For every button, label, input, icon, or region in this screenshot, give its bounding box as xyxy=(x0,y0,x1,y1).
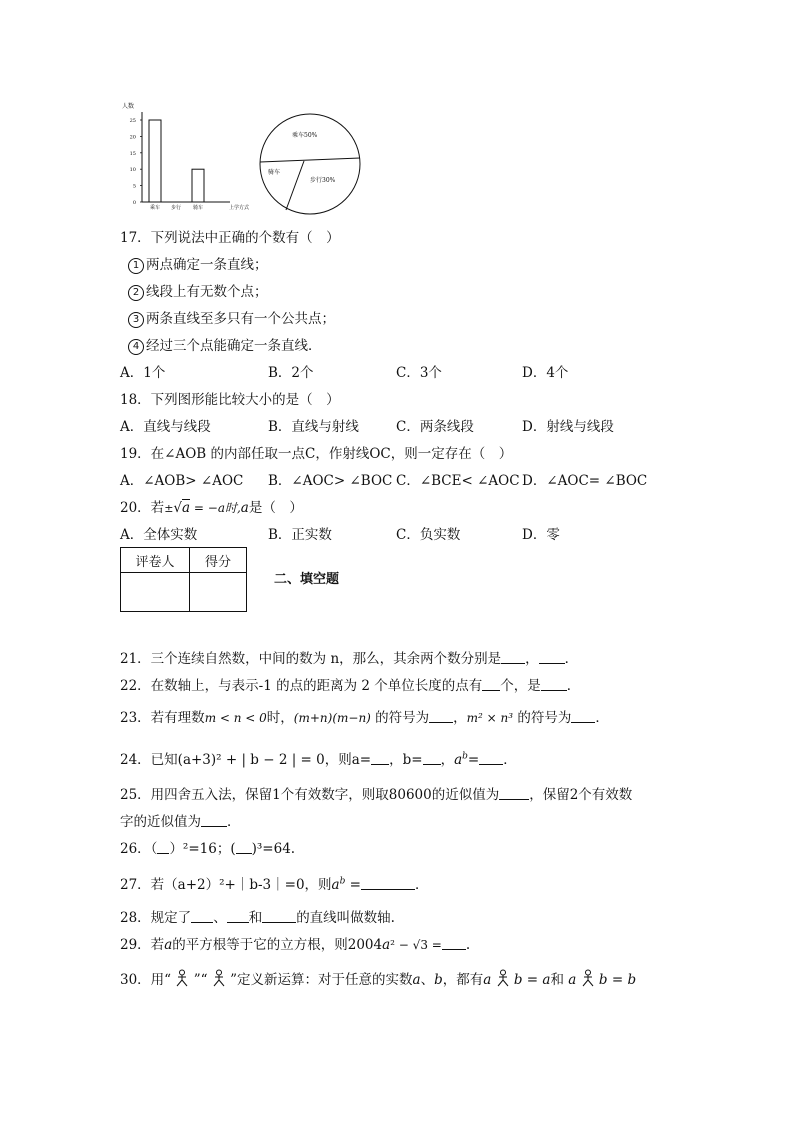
bar-chart-y-tick-label: 20 xyxy=(129,134,136,141)
q29-variable: a xyxy=(164,937,173,953)
q17-item-2 xyxy=(128,280,268,301)
q23-end: ． xyxy=(595,710,609,726)
plus-minus-sign: ± xyxy=(164,502,174,515)
answer-blank xyxy=(541,678,567,691)
circled-number: 1 xyxy=(128,258,144,274)
q17-item-text: 经过三个点能确定一条直线． xyxy=(146,338,322,354)
q30-quote: ”“ xyxy=(193,972,208,988)
q22-end: ． xyxy=(566,678,581,694)
bar-chart-y-tick-label: 10 xyxy=(129,167,136,174)
q23-condition: m < n < 0 xyxy=(204,711,267,725)
circled-number: 4 xyxy=(128,339,144,355)
q23-text-when: 时， xyxy=(266,710,294,726)
answer-blank xyxy=(157,841,169,854)
q17-option-b: B．2个 xyxy=(268,365,314,381)
answer-blank xyxy=(442,937,466,950)
q28 xyxy=(120,906,395,926)
q22-text: 22．在数轴上，与表示-1 的点的距离为 2 个单位长度的点有 xyxy=(120,678,483,694)
q18-stem: 18．下列图形能比较大小的是（ ） xyxy=(120,392,340,408)
circled-number: 2 xyxy=(128,285,144,301)
stick-figure-operator-icon xyxy=(175,969,189,987)
q18-option-d: D．射线与线段 xyxy=(522,419,614,435)
q25-line-1 xyxy=(120,783,632,803)
answer-blank xyxy=(262,910,296,923)
q23-text-sign: 的符号为 xyxy=(370,710,430,726)
q17-stem: 17．下列说法中正确的个数有（ ） xyxy=(120,230,340,246)
q30-separator: 、 xyxy=(420,972,435,988)
grade-table-cell-grader xyxy=(121,573,190,612)
pie-outline xyxy=(260,114,360,214)
q24-end: ． xyxy=(503,752,517,768)
answer-blank xyxy=(201,814,227,827)
q17-item-4 xyxy=(128,334,322,355)
q19-stem: 19．在∠AOB 的内部任取一点C，作射线OC，则一定存在（ ） xyxy=(120,446,513,462)
q29-variable-2: a xyxy=(382,937,391,953)
answer-blank xyxy=(482,678,500,691)
q20-tail: 是（ ） xyxy=(248,500,303,516)
q27-base: a xyxy=(331,877,340,893)
answer-blank xyxy=(236,841,252,854)
q29 xyxy=(120,933,470,953)
q30-text-2: ”定义新运算：对于任意的实数 xyxy=(230,972,413,988)
stick-figure-operator-icon xyxy=(496,969,510,987)
circled-number: 3 xyxy=(128,312,144,328)
bar-chart-y-tick-label: 15 xyxy=(129,150,136,157)
q18-option-c: C．两条线段 xyxy=(396,419,474,435)
pie-chart xyxy=(254,108,366,220)
q27-end: ． xyxy=(414,877,429,893)
q19-option-d: D．∠AOC= ∠BOC xyxy=(522,473,648,489)
q26-text: 26．（ xyxy=(120,841,158,857)
q20-option-d: D．零 xyxy=(522,527,560,543)
answer-blank xyxy=(361,877,415,890)
stick-figure-operator-icon xyxy=(581,969,595,987)
q29-text-2: 的平方根等于它的立方根，则2004 xyxy=(172,937,383,953)
bar-chart-x-title: 上学方式 xyxy=(229,205,250,211)
bar-chart-category-label: 步行 xyxy=(170,205,182,211)
stick-figure-operator-icon xyxy=(212,969,226,987)
q20-variable-a: a xyxy=(240,500,249,516)
answer-blank xyxy=(501,651,525,664)
q17-item-3 xyxy=(128,307,335,328)
q24-equals: = xyxy=(467,752,480,768)
q30-var-b: b xyxy=(434,972,443,988)
grade-table xyxy=(120,547,247,612)
pie-label-walk: 步行30% xyxy=(310,177,336,184)
answer-blank xyxy=(423,752,441,765)
bar-chart-y-title: 人数 xyxy=(122,103,135,110)
q25-text-2: ，保留2个有效数 xyxy=(529,787,633,803)
q22-text-mid: 个，是 xyxy=(500,678,541,694)
answer-blank xyxy=(539,651,565,664)
q23-text: 23．若有理数 xyxy=(120,710,205,726)
q20-option-c: C．负实数 xyxy=(396,527,461,543)
q30-var-a-2: a xyxy=(483,972,492,988)
q30-and: 和 xyxy=(550,972,569,988)
q30-result-1: b = a xyxy=(513,972,551,988)
q17-option-d: D．4个 xyxy=(522,365,569,381)
q19-option-b: B．∠AOC> ∠BOC xyxy=(268,473,393,489)
q28-end: 的直线叫做数轴. xyxy=(296,910,395,926)
grade-table-header-grader: 评卷人 xyxy=(121,548,190,573)
bar-chart-category-label: 乘车 xyxy=(149,205,161,211)
q24-text-b: ，b= xyxy=(389,752,423,768)
bar-chart-category-label: 骑车 xyxy=(192,205,204,211)
q30 xyxy=(120,968,636,988)
q26 xyxy=(120,837,295,857)
q20-option-b: B．正实数 xyxy=(268,527,332,543)
q17-item-text: 线段上有无数个点； xyxy=(146,284,268,300)
sqrt-symbol: √ xyxy=(173,500,183,516)
answer-blank xyxy=(479,752,503,765)
q23-text-sign-2: 的符号为 xyxy=(513,710,572,726)
bar-chart-y-tick-label: 0 xyxy=(132,200,136,206)
q23-expression-2: m² × n³ xyxy=(466,711,514,725)
answer-blank xyxy=(227,910,249,923)
q25-end: ． xyxy=(227,814,241,830)
sqrt-argument: a xyxy=(182,500,191,516)
answer-blank xyxy=(429,710,453,723)
q27 xyxy=(120,873,428,893)
q27-text: 27．若（a+2）²+｜b-3｜=0，则 xyxy=(120,877,332,893)
q30-text-3: ，都有 xyxy=(442,972,484,988)
q20-equation-rest: = −a时, xyxy=(190,501,241,515)
q29-expression: ² − √3 = xyxy=(390,938,442,952)
q26-end: )³=64. xyxy=(251,841,296,857)
q20-number: 20．若 xyxy=(120,500,165,516)
q30-var-a: a xyxy=(412,972,421,988)
q26-text-2: ）²=16；( xyxy=(169,841,236,857)
grade-table-cell-score xyxy=(190,573,247,612)
q18-option-a: A．直线与线段 xyxy=(120,419,211,435)
q25-line-2 xyxy=(120,810,241,830)
q24-exponent: b xyxy=(462,751,468,762)
q29-text: 29．若 xyxy=(120,937,165,953)
q17-item-text: 两条直线至多只有一个公共点； xyxy=(146,311,335,327)
q23 xyxy=(120,706,609,726)
bar-chart-y-tick-label: 5 xyxy=(132,183,136,190)
q25-text-3: 字的近似值为 xyxy=(120,814,201,830)
answer-blank xyxy=(499,787,529,800)
q24-text: 24．已知(a+3)² + | b − 2 | = 0，则a= xyxy=(120,752,372,768)
q28-text: 28．规定了 xyxy=(120,910,192,926)
q29-end: . xyxy=(465,937,471,953)
q21-separator: ， xyxy=(525,651,539,667)
bar-chart xyxy=(118,98,258,214)
q21 xyxy=(120,647,578,667)
q18-option-b: B．直线与射线 xyxy=(268,419,359,435)
q24-base: a xyxy=(454,752,463,768)
q22 xyxy=(120,674,580,694)
q27-equals: = xyxy=(345,877,361,893)
q28-and: 和 xyxy=(248,910,263,926)
q17-item-text: 两点确定一条直线； xyxy=(146,257,268,273)
bar-chart-y-tick-label: 25 xyxy=(129,118,136,124)
q21-text: 21．三个连续自然数，中间的数为 n，那么，其余两个数分别是 xyxy=(120,651,502,667)
q19-option-a: A．∠AOB> ∠AOC xyxy=(120,473,244,489)
q21-end: ． xyxy=(564,651,579,667)
q20-stem xyxy=(120,496,303,516)
section-title: 二、填空题 xyxy=(274,572,340,587)
answer-blank xyxy=(371,752,389,765)
q23-separator: ， xyxy=(453,710,467,726)
grade-table-header-score: 得分 xyxy=(190,548,247,573)
q30-result-2: b = b xyxy=(598,972,637,988)
answer-blank xyxy=(191,910,213,923)
q24-separator: ， xyxy=(440,752,455,768)
pie-label-car: 乘车50% xyxy=(292,132,318,139)
q20-option-a: A．全体实数 xyxy=(120,527,198,543)
q17-option-a: A．1个 xyxy=(120,365,166,381)
q30-var-a-3: a xyxy=(568,972,577,988)
q17-option-c: C．3个 xyxy=(396,365,442,381)
bar-0 xyxy=(149,120,161,202)
q17-item-1 xyxy=(128,253,268,274)
q19-option-c: C．∠BCE< ∠AOC xyxy=(396,473,520,489)
q30-text: 30．用“ xyxy=(120,972,172,988)
q25-text: 25．用四舍五入法，保留1个有效数字，则取80600的近似值为 xyxy=(120,787,500,803)
q24 xyxy=(120,748,517,768)
answer-blank xyxy=(571,710,595,723)
q27-exponent: b xyxy=(339,876,346,887)
pie-label-bike: 骑车 xyxy=(268,169,281,176)
bar-2 xyxy=(192,169,204,202)
q28-separator: 、 xyxy=(213,910,227,926)
q23-expression-1: (m+n)(m−n) xyxy=(293,711,371,725)
